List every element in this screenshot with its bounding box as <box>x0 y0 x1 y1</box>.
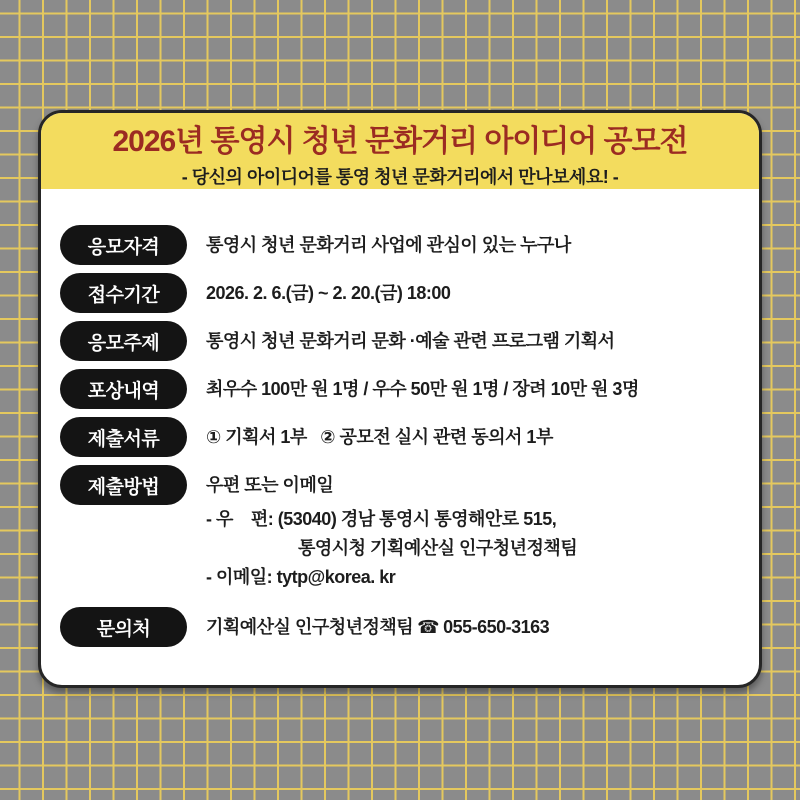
poster-subtitle: - 당신의 아이디어를 통영 청년 문화거리에서 만나보세요! - <box>181 166 619 187</box>
documents-text: ① 기획서 1부 ② 공모전 실시 관련 동의서 1부 <box>206 427 553 447</box>
submission-method-summary: 우편 또는 이메일 <box>206 475 334 495</box>
poster-header-band <box>41 113 759 189</box>
eligibility-text: 통영시 청년 문화거리 사업에 관심이 있는 누구나 <box>206 235 571 255</box>
topic-text: 통영시 청년 문화거리 문화 ·예술 관련 프로그램 기획서 <box>206 331 615 351</box>
period-text: 2026. 2. 6.(금) ~ 2. 20.(금) 18:00 <box>206 283 451 303</box>
poster-card <box>38 110 762 688</box>
prizes-label-pill: 포상내역 <box>60 369 187 409</box>
poster-content <box>41 189 759 647</box>
prizes-text: 최우수 100만 원 1명 / 우수 50만 원 1명 / 장려 10만 원 3명 <box>206 379 639 399</box>
poster-title: 2026년 통영시 청년 문화거리 아이디어 공모전 <box>112 124 688 158</box>
row-documents <box>60 417 739 457</box>
row-topic <box>60 321 739 361</box>
contact-text <box>206 615 549 639</box>
row-prizes <box>60 369 739 409</box>
period-label-pill: 접수기간 <box>60 273 187 313</box>
contact-label-pill: 문의처 <box>60 607 187 647</box>
submission-postal-address-line2: 통영시청 기획예산실 인구청년정책팀 <box>298 538 578 558</box>
eligibility-label-pill: 응모자격 <box>60 225 187 265</box>
row-contact <box>60 607 739 647</box>
submission-details <box>206 465 577 592</box>
topic-label-pill: 응모주제 <box>60 321 187 361</box>
submission-postal-address: - 우 편: (53040) 경남 통영시 통영해안로 515, <box>206 509 557 529</box>
contact-phone-number: 055-650-3163 <box>443 617 550 637</box>
telephone-icon: ☎ <box>417 617 440 637</box>
submission-email: - 이메일: tytp@korea. kr <box>206 567 396 587</box>
contact-team: 기획예산실 인구청년정책팀 <box>206 617 414 637</box>
row-eligibility <box>60 225 739 265</box>
documents-label-pill: 제출서류 <box>60 417 187 457</box>
row-period <box>60 273 739 313</box>
row-submission-method <box>60 465 739 592</box>
submission-label-pill: 제출방법 <box>60 465 187 505</box>
